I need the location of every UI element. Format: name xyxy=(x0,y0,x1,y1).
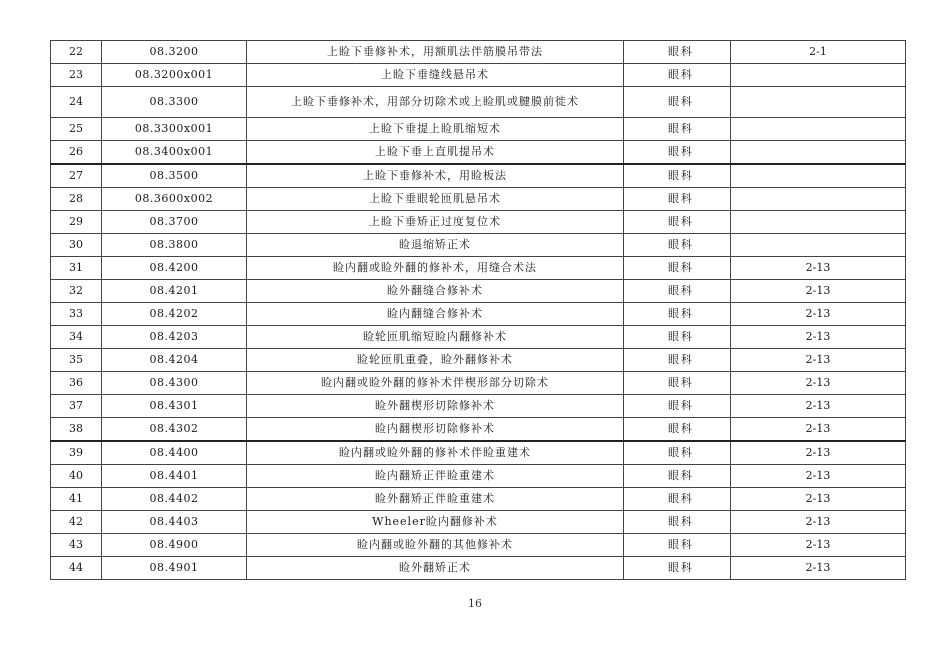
category-cell: 2-13 xyxy=(731,372,906,395)
category-cell: 2-13 xyxy=(731,349,906,372)
row-number-cell: 31 xyxy=(51,257,102,280)
row-number-cell: 35 xyxy=(51,349,102,372)
row-number-cell: 40 xyxy=(51,465,102,488)
procedure-code-cell: 08.3300 xyxy=(102,87,247,118)
table-row xyxy=(51,511,906,534)
row-number-cell: 27 xyxy=(51,164,102,188)
procedure-name-cell: 睑轮匝肌重叠，睑外翻修补术 xyxy=(247,349,624,372)
row-number-cell: 36 xyxy=(51,372,102,395)
procedure-code-cell: 08.4401 xyxy=(102,465,247,488)
category-cell: 2-13 xyxy=(731,511,906,534)
table-row xyxy=(51,211,906,234)
procedure-code-cell: 08.4400 xyxy=(102,441,247,465)
category-cell: 2-13 xyxy=(731,395,906,418)
procedure-name-cell: 睑轮匝肌缩短睑内翻修补术 xyxy=(247,326,624,349)
department-cell: 眼科 xyxy=(624,326,731,349)
procedure-name-cell: 睑内翻或睑外翻的修补术，用缝合术法 xyxy=(247,257,624,280)
procedure-name-cell: 上睑下垂修补术，用额肌法伴筋膜吊带法 xyxy=(247,41,624,64)
row-number-cell: 32 xyxy=(51,280,102,303)
table-row xyxy=(51,372,906,395)
procedure-code-cell: 08.4901 xyxy=(102,557,247,580)
category-cell xyxy=(731,141,906,165)
row-number-cell: 22 xyxy=(51,41,102,64)
procedure-name-cell: 睑外翻缝合修补术 xyxy=(247,280,624,303)
department-cell: 眼科 xyxy=(624,118,731,141)
category-cell: 2-13 xyxy=(731,257,906,280)
procedure-code-cell: 08.4402 xyxy=(102,488,247,511)
procedure-table-body xyxy=(51,41,906,580)
table-row xyxy=(51,141,906,165)
procedure-name-cell: Wheeler睑内翻修补术 xyxy=(247,511,624,534)
category-cell: 2-1 xyxy=(731,41,906,64)
row-number-cell: 24 xyxy=(51,87,102,118)
procedure-name-cell: 睑外翻矫正术 xyxy=(247,557,624,580)
row-number-cell: 39 xyxy=(51,441,102,465)
department-cell: 眼科 xyxy=(624,234,731,257)
procedure-name-cell: 睑内翻矫正伴睑重建术 xyxy=(247,465,624,488)
department-cell: 眼科 xyxy=(624,441,731,465)
procedure-name-cell: 睑内翻或睑外翻的修补术伴楔形部分切除术 xyxy=(247,372,624,395)
procedure-code-cell: 08.4300 xyxy=(102,372,247,395)
table-row xyxy=(51,164,906,188)
table-row xyxy=(51,234,906,257)
table-row xyxy=(51,280,906,303)
category-cell xyxy=(731,164,906,188)
table-row xyxy=(51,118,906,141)
procedure-code-cell: 08.4403 xyxy=(102,511,247,534)
row-number-cell: 37 xyxy=(51,395,102,418)
category-cell: 2-13 xyxy=(731,418,906,442)
procedure-name-cell: 上睑下垂上直肌提吊术 xyxy=(247,141,624,165)
procedure-name-cell: 睑退缩矫正术 xyxy=(247,234,624,257)
table-row xyxy=(51,395,906,418)
category-cell: 2-13 xyxy=(731,534,906,557)
department-cell: 眼科 xyxy=(624,511,731,534)
procedure-name-cell: 上睑下垂提上睑肌缩短术 xyxy=(247,118,624,141)
table-row xyxy=(51,349,906,372)
row-number-cell: 42 xyxy=(51,511,102,534)
category-cell xyxy=(731,211,906,234)
row-number-cell: 38 xyxy=(51,418,102,442)
category-cell: 2-13 xyxy=(731,441,906,465)
table-row xyxy=(51,64,906,87)
table-row xyxy=(51,326,906,349)
department-cell: 眼科 xyxy=(624,188,731,211)
procedure-name-cell: 睑内翻或睑外翻的其他修补术 xyxy=(247,534,624,557)
procedure-name-cell: 睑外翻矫正伴睑重建术 xyxy=(247,488,624,511)
category-cell: 2-13 xyxy=(731,280,906,303)
row-number-cell: 34 xyxy=(51,326,102,349)
department-cell: 眼科 xyxy=(624,64,731,87)
department-cell: 眼科 xyxy=(624,557,731,580)
department-cell: 眼科 xyxy=(624,87,731,118)
category-cell: 2-13 xyxy=(731,488,906,511)
department-cell: 眼科 xyxy=(624,164,731,188)
procedure-code-cell: 08.4202 xyxy=(102,303,247,326)
page-number: 16 xyxy=(468,597,482,610)
procedure-name-cell: 上睑下垂矫正过度复位术 xyxy=(247,211,624,234)
procedure-name-cell: 上睑下垂修补术，用部分切除术或上睑肌或腱膜前徙术 xyxy=(247,87,624,118)
procedure-code-cell: 08.4302 xyxy=(102,418,247,442)
procedure-name-cell: 睑内翻楔形切除修补术 xyxy=(247,418,624,442)
department-cell: 眼科 xyxy=(624,211,731,234)
department-cell: 眼科 xyxy=(624,488,731,511)
procedure-code-cell: 08.3300x001 xyxy=(102,118,247,141)
category-cell: 2-13 xyxy=(731,465,906,488)
procedure-code-cell: 08.4204 xyxy=(102,349,247,372)
department-cell: 眼科 xyxy=(624,41,731,64)
department-cell: 眼科 xyxy=(624,141,731,165)
procedure-code-cell: 08.3800 xyxy=(102,234,247,257)
department-cell: 眼科 xyxy=(624,372,731,395)
category-cell xyxy=(731,64,906,87)
table-row xyxy=(51,303,906,326)
procedure-name-cell: 睑外翻楔形切除修补术 xyxy=(247,395,624,418)
row-number-cell: 43 xyxy=(51,534,102,557)
table-row xyxy=(51,418,906,442)
row-number-cell: 29 xyxy=(51,211,102,234)
category-cell xyxy=(731,87,906,118)
row-number-cell: 41 xyxy=(51,488,102,511)
procedure-name-cell: 睑内翻或睑外翻的修补术伴睑重建术 xyxy=(247,441,624,465)
row-number-cell: 28 xyxy=(51,188,102,211)
table-row xyxy=(51,41,906,64)
table-row xyxy=(51,87,906,118)
procedure-code-cell: 08.3500 xyxy=(102,164,247,188)
category-cell: 2-13 xyxy=(731,326,906,349)
table-row xyxy=(51,465,906,488)
procedure-code-cell: 08.3200x001 xyxy=(102,64,247,87)
procedure-name-cell: 上睑下垂眼轮匝肌悬吊术 xyxy=(247,188,624,211)
procedure-code-cell: 08.4201 xyxy=(102,280,247,303)
category-cell xyxy=(731,118,906,141)
row-number-cell: 23 xyxy=(51,64,102,87)
department-cell: 眼科 xyxy=(624,349,731,372)
category-cell: 2-13 xyxy=(731,303,906,326)
procedure-code-cell: 08.4200 xyxy=(102,257,247,280)
procedure-code-cell: 08.4301 xyxy=(102,395,247,418)
row-number-cell: 44 xyxy=(51,557,102,580)
procedure-name-cell: 上睑下垂修补术，用睑板法 xyxy=(247,164,624,188)
category-cell xyxy=(731,234,906,257)
category-cell xyxy=(731,188,906,211)
row-number-cell: 26 xyxy=(51,141,102,165)
table-row xyxy=(51,257,906,280)
department-cell: 眼科 xyxy=(624,418,731,442)
procedure-code-cell: 08.3200 xyxy=(102,41,247,64)
department-cell: 眼科 xyxy=(624,257,731,280)
table-row xyxy=(51,488,906,511)
department-cell: 眼科 xyxy=(624,534,731,557)
procedure-code-cell: 08.4203 xyxy=(102,326,247,349)
procedure-code-cell: 08.3700 xyxy=(102,211,247,234)
category-cell: 2-13 xyxy=(731,557,906,580)
row-number-cell: 30 xyxy=(51,234,102,257)
department-cell: 眼科 xyxy=(624,395,731,418)
table-row xyxy=(51,441,906,465)
table-row xyxy=(51,188,906,211)
procedure-table xyxy=(50,40,906,580)
table-row xyxy=(51,557,906,580)
table-row xyxy=(51,534,906,557)
row-number-cell: 25 xyxy=(51,118,102,141)
department-cell: 眼科 xyxy=(624,465,731,488)
procedure-code-cell: 08.3400x001 xyxy=(102,141,247,165)
row-number-cell: 33 xyxy=(51,303,102,326)
procedure-name-cell: 上睑下垂缝线悬吊术 xyxy=(247,64,624,87)
department-cell: 眼科 xyxy=(624,280,731,303)
procedure-code-cell: 08.3600x002 xyxy=(102,188,247,211)
procedure-code-cell: 08.4900 xyxy=(102,534,247,557)
department-cell: 眼科 xyxy=(624,303,731,326)
procedure-name-cell: 睑内翻缝合修补术 xyxy=(247,303,624,326)
